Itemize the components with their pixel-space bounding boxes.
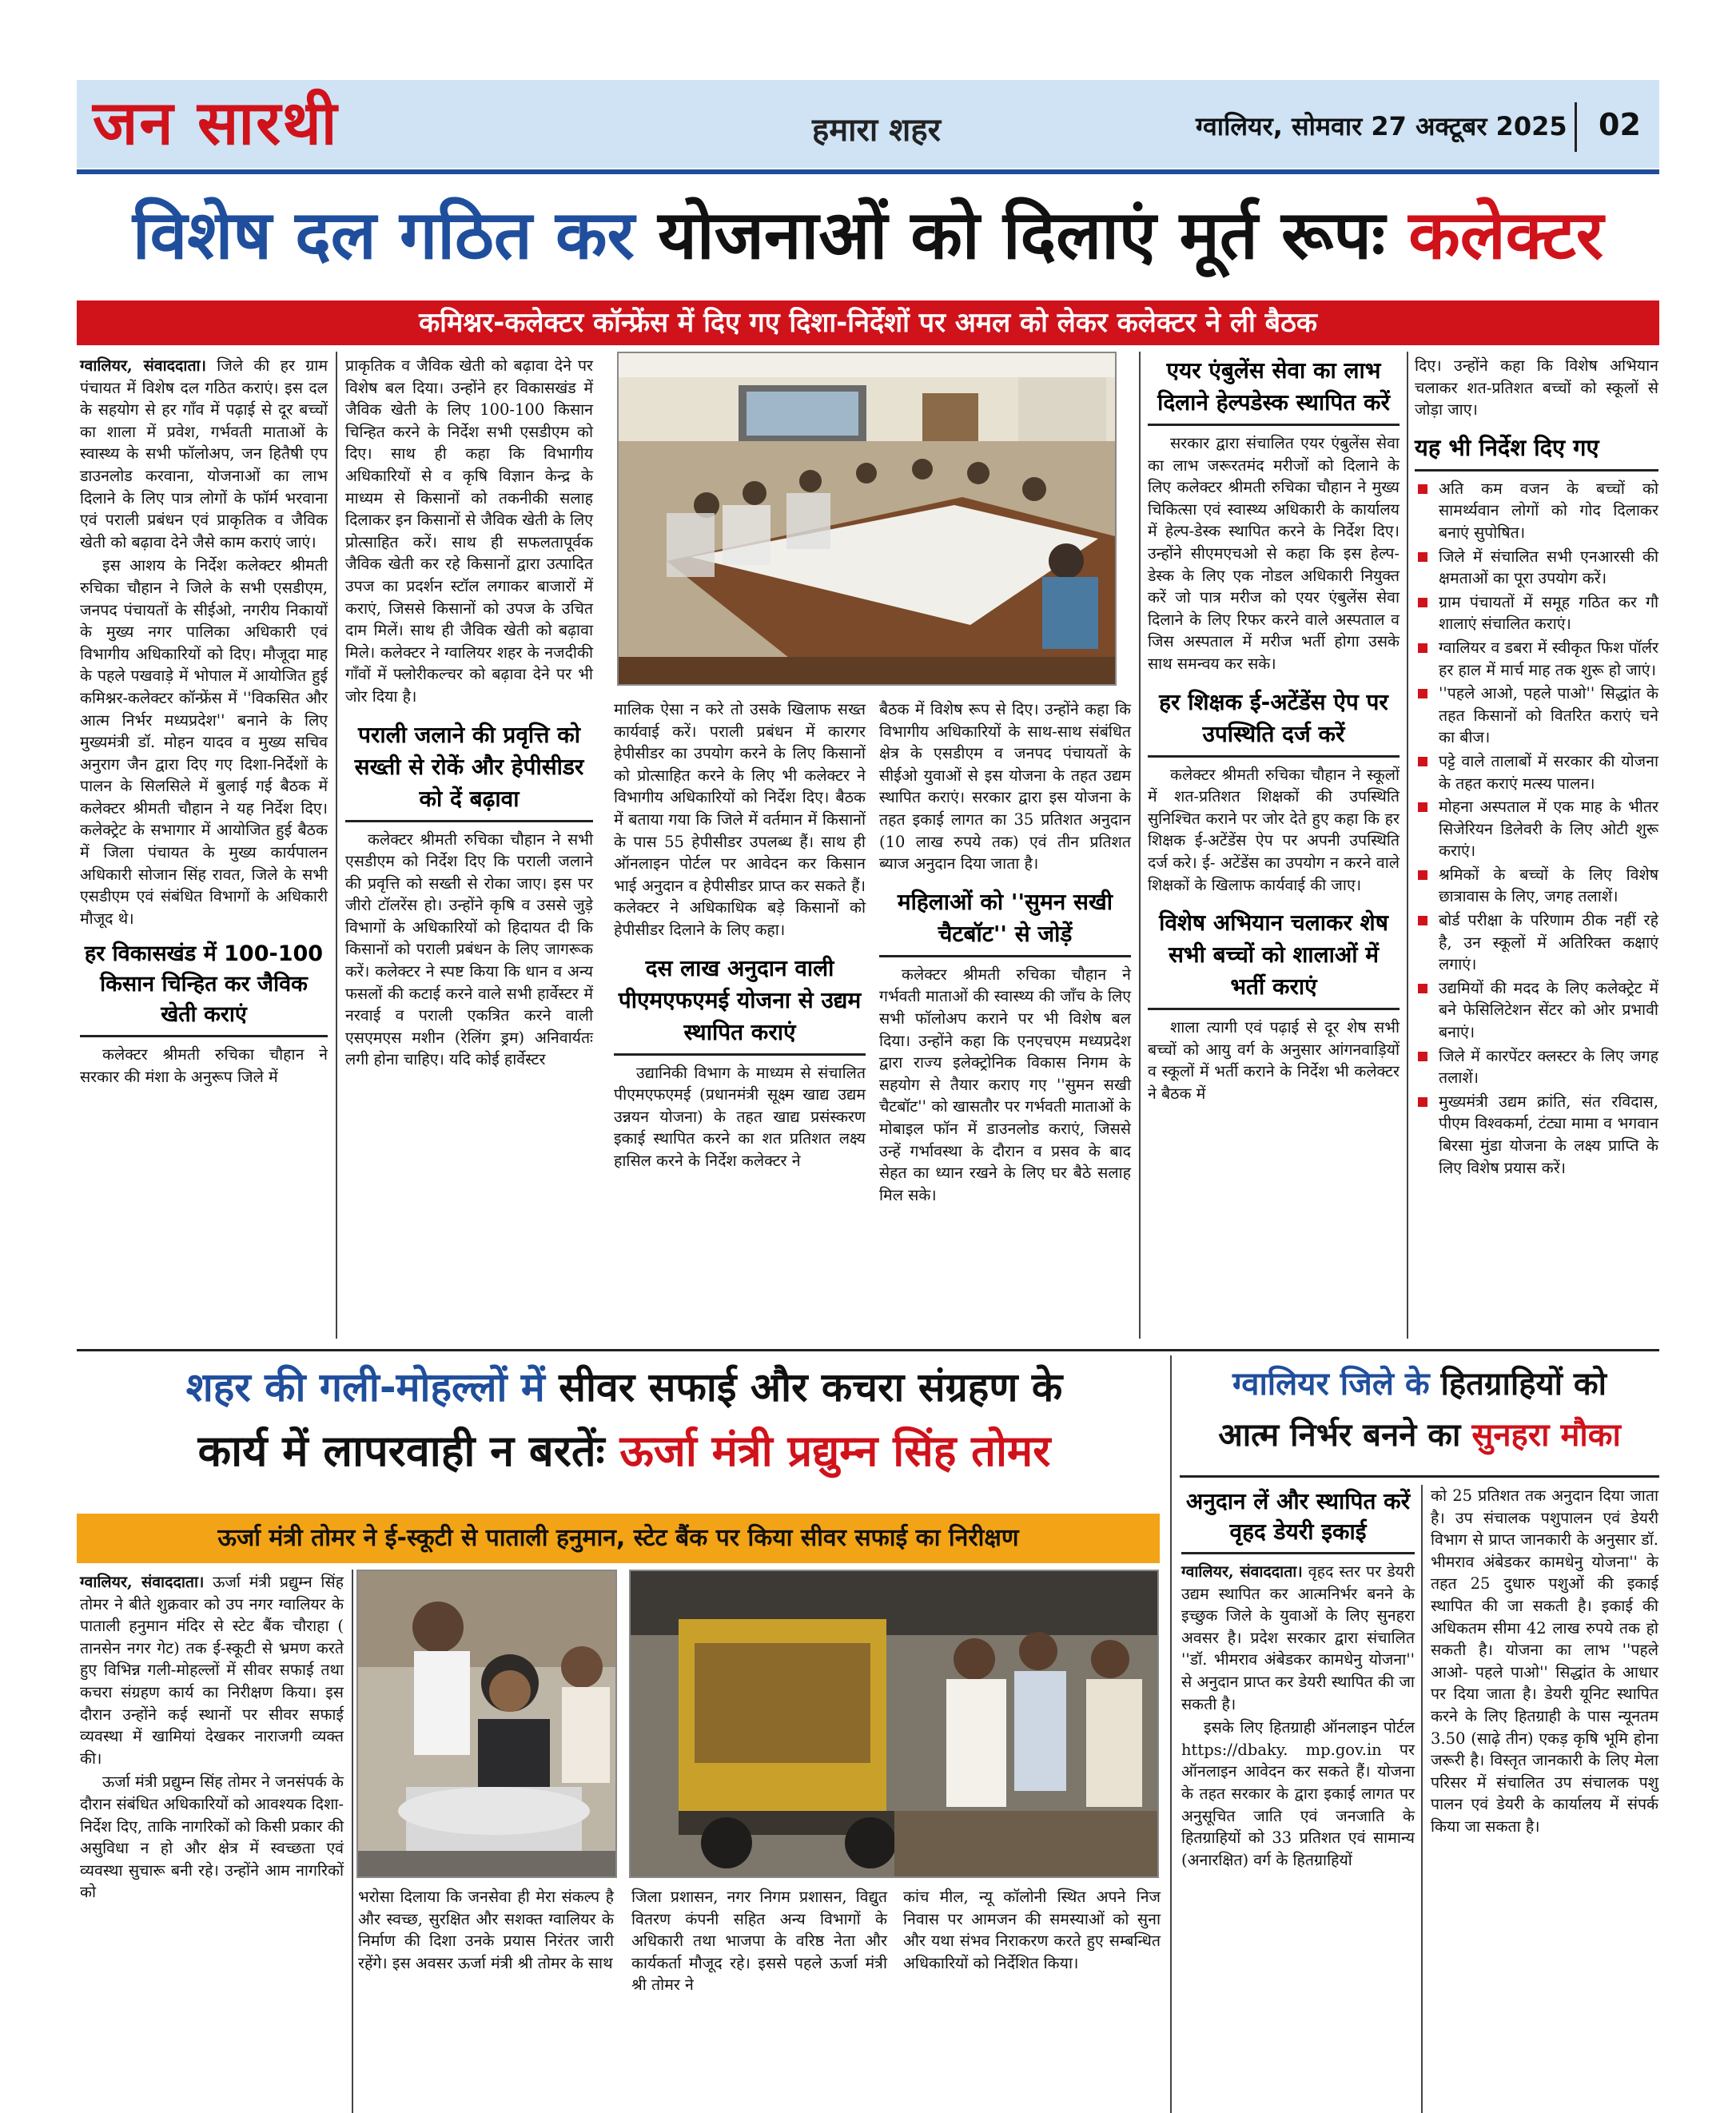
sewer-truck-photo <box>629 1570 1159 1878</box>
column-rule <box>1421 1485 1423 2113</box>
story1-headline-part2: योजनाओं को दिलाएं मूर्त रूपः <box>658 196 1385 274</box>
story1-strap <box>77 300 1659 345</box>
story1-headline-part3: कलेक्टर <box>1408 196 1604 274</box>
story3-headline <box>1180 1359 1659 1470</box>
story1-c1-p1: जिले की हर ग्राम पंचायत में विशेष दल गठित कराएं। इस दल के सहयोग से हर गाँव में पढ़ाई से दूर बच्चों का शाला में प्रवेश, गर्भवती माताओं के स्वास्थ्य के सभी फॉलोअप, जन हितैषी एप डाउनलोड करवाना, योजनाओं का लाभ दिलाने के लिए पात्र लोगों के फॉर्म भरवाना एवं पराली प्रबंधन एवं प्राकृतिक व जैविक खेती को बढ़ावा देने जैसे काम कराएं जाएं। <box>80 356 328 551</box>
story1-column-3 <box>614 698 866 1174</box>
story3-column-1 <box>1181 1482 1415 1872</box>
masthead <box>77 80 1659 168</box>
section-name: हमारा शहर <box>812 112 941 149</box>
column-rule <box>336 352 337 1339</box>
story1-column-4 <box>879 698 1131 1208</box>
story2-strap-text: ऊर्जा मंत्री तोमर ने ई-स्कूटी से पाताली हनुमान, स्टेट बैंक पर किया सीवर सफाई का निरीक्षण <box>217 1524 1019 1552</box>
story-separator <box>77 1349 1659 1351</box>
page-number: 02 <box>1599 107 1641 142</box>
directive-item: जिले में संचालित सभी एनआरसी की क्षमताओं का पूरा उपयोग करें। <box>1415 546 1658 590</box>
story1-c1-p2: इस आशय के निर्देश कलेक्टर श्रीमती रुचिका चौहान ने जिले के सभी एसडीएम, जनपद पंचायतों के सीईओ, नगरीय निकायों के मुख्य नगर पालिका अधिकारी एवं विभागीय अधिकारियों को दिए। मौजूदा माह के पहले पखवाड़े में भोपाल में आयोजित हुई कमिश्नर-कलेक्टर कॉन्फ्रेंस में ''विकसित और आत्म निर्भर मध्यप्रदेश'' बनाने के लिए मुख्यमंत्री डॉ. मोहन यादव व मुख्य सचिव अनुराग जैन द्वारा दिए गए दिशा-निर्देशों के पालन के सिलसिले में बुलाई गई बैठक में कलेक्टर श्रीमती चौहान ने यह निर्देश दिए। कलेक्ट्रेट के सभागार में आयोजित हुई बैठक में जिला पंचायत के मुख्य कार्यपालन अधिकारी सोजान सिंह रावत, जिले के सभी एसडीएम एवं संबंधित विभागों के अधिकारी मौजूद थे। <box>80 556 328 928</box>
story1-column-5 <box>1148 350 1400 1106</box>
story1-headline-part1: विशेष दल गठित कर <box>132 196 635 274</box>
story3-headline-rule <box>1180 1475 1659 1478</box>
directive-item: उद्यमियों की मदद के लिए कलेक्ट्रेट में बने फेसिलिटेशन सेंटर को ओर प्रभावी बनाएं। <box>1415 977 1658 1044</box>
story3-c1-p1: वृहद स्तर पर डेयरी उद्यम स्थापित कर आत्मनिर्भर बनने के इच्छुक जिले के युवाओं के लिए सुनहरा अवसर है। प्रदेश सरकार द्वारा संचालित ''डॉ. भीमराव अंबेडकर कामधेनु योजना'' से अनुदान प्राप्त कर डेयरी स्थापित की जा सकती है। <box>1181 1562 1415 1713</box>
story1-headline <box>77 185 1659 289</box>
column-rule <box>1407 352 1408 1339</box>
directive-item: अति कम वजन के बच्चों को सामर्थ्यवान लोगों को गोद दिलाकर बनाएं सुपोषित। <box>1415 478 1658 544</box>
story1-c2-subhead: पराली जलाने की प्रवृत्ति को सख्ती से रोकें और हेपीसीडर को दें बढ़ावा <box>345 714 593 822</box>
story3-column-2 <box>1431 1485 1658 1840</box>
masthead-divider <box>1575 102 1577 152</box>
story2-column-4 <box>903 1886 1161 1976</box>
scooty-photo-illustration <box>358 1571 617 1878</box>
story2-column-2 <box>358 1886 614 1976</box>
story1-c6-subhead: यह भी निर्देश दिए गए <box>1415 426 1658 472</box>
story1-c2-p1: प्राकृतिक व जैविक खेती को बढ़ावा देने पर विशेष बल दिया। उन्होंने हर विकासखंड में जैविक खेती के लिए 100-100 किसान चिन्हित करने के निर्देश सभी एसडीएम को दिए। साथ ही कहा कि विभागीय अधिकारियों से व कृषि विज्ञान केन्द्र के माध्यम से किसानों को तकनीकी सलाह दिलाकर इन किसानों से जैविक खेती के लिए प्रोत्साहित करें। साथ ही सफलतापूर्वक जैविक खेती कर रहे किसानों द्वारा उत्पादित उपज का प्रदर्शन स्टॉल लगाकर बाजारों में कराएं, जिससे किसानों को उपज के उचित दाम मिलें। साथ ही जैविक खेती को बढ़ावा मिले। कलेक्टर ने ग्वालियर शहर के नजदीकी गाँवों में फ्लोरीकल्चर को बढ़ावा देने पर भी जोर दिया है। <box>345 356 593 706</box>
story2-headline-l1-part1: शहर की गली-मोहल्लों में <box>185 1364 545 1411</box>
story1-column-6 <box>1415 355 1658 1180</box>
column-rule <box>1170 1355 1172 2113</box>
story1-c3-p2: उद्यानिकी विभाग के माध्यम से संचालित पीएमएफएमई (प्रधानमंत्री सूक्ष्म खाद्य उद्यम उन्नयन योजना) के तहत खाद्य प्रसंस्करण इकाई स्थापित करने का शत प्रतिशत लक्ष्य हासिल करने के निर्देश कलेक्टर ने <box>614 1063 866 1170</box>
dateline-label: ग्वालियर, संवाददाता। <box>1181 1562 1303 1581</box>
story1-c5-p3: शाला त्यागी एवं पढ़ाई से दूर शेष सभी बच्चों को आयु वर्ग के अनुसार आंगनवाड़ियों व स्कूलों में भर्ती कराने के निर्देश भी कलेक्टर ने बैठक में <box>1148 1018 1400 1103</box>
story3-c2-p1: को 25 प्रतिशत तक अनुदान दिया जाता है। उप संचालक पशुपालन एवं डेयरी विभाग से प्राप्त जानकारी के अनुसार डॉ. भीमराव अंबेडकर कामधेनु योजना'' के तहत 25 दुधारु पशुओं की इकाई स्थापित की जा सकती है। इकाई की अधिकतम सीमा 42 लाख रुपये तक हो सकती है। योजना का लाभ ''पहले आओ- पहले पाओ'' सिद्धांत के आधार पर दिया जाता है। डेयरी यूनिट स्थापित करने के लिए हितग्राही के पास न्यूनतम 3.50 (साढ़े तीन) एकड़ कृषि भूमि होना जरूरी है। विस्तृत जानकारी के लिए मेला परिसर में संचालित उप संचालक पशु पालन एवं डेयरी के कार्यालय में संपर्क किया जा सकता है। <box>1431 1486 1658 1836</box>
sewer-truck-illustration <box>631 1571 1159 1878</box>
story1-c4-p2: कलेक्टर श्रीमती रुचिका चौहान ने गर्भवती माताओं की स्वास्थ्य की जाँच के लिए सभी फॉलोअप कराने पर भी विशेष बल दिया। उन्होंने कहा कि एनएचएम मध्यप्रदेश द्वारा राज्य इलेक्ट्रोनिक विकास निगम के सहयोग से तैयार कराए गए ''सुमन सखी चैटबॉट'' को खासतौर पर गर्भवती माताओं के मोबाइल फॉन में डाउनलोड कराएं, जिससे उन्हें गर्भावस्था के दौरान व प्रसव के बाद सेहत का ध्यान रखने के लिए घर बैठे सलाह मिल सके। <box>879 965 1131 1204</box>
masthead-logo: जन सारथी <box>93 87 339 158</box>
directive-item: जिले में कारपेंटर क्लस्टर के लिए जगह तलाशें। <box>1415 1045 1658 1089</box>
story2-strap <box>77 1514 1160 1563</box>
scooty-photo <box>356 1570 617 1878</box>
story2-c3-p1: जिला प्रशासन, नगर निगम प्रशासन, विद्युत वितरण कंपनी सहित अन्य विभागों के अधिकारी तथा भाजपा के वरिष्ठ नेता और कार्यकर्ता मौजूद रहे। इससे पहले ऊर्जा मंत्री श्री तोमर ने <box>631 1888 887 1995</box>
story1-c1-subhead: हर विकासखंड में 100-100 किसान चिन्हित कर जैविक खेती कराएं <box>80 934 328 1037</box>
story1-c5-subhead-1: एयर एंबुलेंस सेवा का लाभ दिलाने हेल्पडेस्क स्थापित करें <box>1148 350 1400 426</box>
story1-c4-p1: बैठक में विशेष रूप से दिए। उन्होंने कहा कि विभागीय अधिकारियों के साथ-साथ संबंधित क्षेत्र के एसडीएम व जनपद पंचायतों के सीईओ युवाओं से इस योजना के तहत उद्यम स्थापित कराएं। सरकार द्वारा इस योजना के तहत इकाई लागत का 35 प्रतिशत अनुदान (10 लाख रुपये तक) एवं तीन प्रतिशत ब्याज अनुदान दिया जाता है। <box>879 700 1131 873</box>
story2-c2-p1: भरोसा दिलाया कि जनसेवा ही मेरा संकल्प है और स्वच्छ, सुरक्षित और सशक्त ग्वालियर के निर्माण की दिशा उनके प्रयास निरंतर जारी रहेंगे। इस अवसर ऊर्जा मंत्री श्री तोमर के साथ <box>358 1888 614 1972</box>
story2-headline-l1-part2: सीवर सफाई और कचरा संग्रहण के <box>559 1364 1063 1411</box>
directive-item: पट्टे वाले तालाबों में सरकार की योजना के तहत कराएं मत्स्य पालन। <box>1415 750 1658 794</box>
story3-headline-l1-part1: ग्वालियर जिले के <box>1232 1366 1430 1403</box>
story2-c1-p1: ऊर्जा मंत्री प्रद्युम्न सिंह तोमर ने बीते शुक्रवार को उप नगर ग्वालियर के पाताली हनुमान मंदिर से स्टेट बैंक चौराहा ( तानसेन नगर गेट) तक ई-स्कूटी से भ्रमण करते हुए विभिन्न गली-मोहल्लों में सीवर सफाई तथा कचरा संग्रहण कार्य का निरीक्षण किया। इस दौरान उन्होंने कई स्थानों पर सीवर सफाई व्यवस्था में खामियां देखकर नाराजगी व्यक्त की। <box>80 1573 344 1768</box>
story1-c5-subhead-3: विशेष अभियान चलाकर शेष सभी बच्चों को शालाओं में भर्ती कराएं <box>1148 902 1400 1010</box>
directive-item: मुख्यमंत्री उद्यम क्रांति, संत रविदास, पीएम विश्वकर्मा, टंट्या मामा व भगवान बिरसा मुंडा योजना के लक्ष्य प्राप्ति के लिए विशेष प्रयास करें। <box>1415 1091 1658 1179</box>
dateline: ग्वालियर, सोमवार 27 अक्टूबर 2025 <box>1196 111 1567 141</box>
column-rule <box>352 1570 353 2113</box>
story3-headline-l2-part1: आत्म निर्भर बनने का <box>1218 1417 1461 1454</box>
story1-c4-subhead: महिलाओं को ''सुमन सखी चैटबॉट'' से जोड़ें <box>879 881 1131 957</box>
story2-headline-l2-part2: ऊर्जा मंत्री प्रद्युम्न सिंह तोमर <box>619 1426 1051 1476</box>
directive-item: ग्वालियर व डबरा में स्वीकृत फिश पॉर्लर हर हाल में मार्च माह तक शुरू हो जाएं। <box>1415 637 1658 681</box>
story2-c4-p1: कांच मील, न्यू कॉलोनी स्थित अपने निज निवास पर आमजन की समस्याओं को सुना और यथा संभव निराकरण करते हुए सम्बन्धित अधिकारियों को निर्देशित किया। <box>903 1888 1161 1972</box>
masthead-rule <box>77 169 1659 174</box>
meeting-photo-illustration <box>619 353 1117 686</box>
story3-c1-p2: इसके लिए हितग्राही ऑनलाइन पोर्टल https://dbaky. mp.gov.in पर ऑनलाइन आवेदन कर सकते हैं। योजना के तहत सरकार के द्वारा इकाई लागत पर अनुसूचित जाति एवं जनजाति के हितग्राहियों को 33 प्रतिशत एवं सामान्य (अनारक्षित) वर्ग के हितग्राहियों <box>1181 1718 1415 1869</box>
story1-c5-p1: सरकार द्वारा संचालित एयर एंबुलेंस सेवा का लाभ जरूरतमंद मरीजों को दिलाने के लिए कलेक्टर श्रीमती रुचिका चौहान ने मुख्य चिकित्सा एवं स्वास्थ्य अधिकारी के कार्यालय में हेल्प-डेस्क स्थापित करने के निर्देश दिए। उन्होंने सीएमएचओ से कहा कि इस हेल्प-डेस्क के लिए एक नोडल अधिकारी नियुक्त करें जो पात्र मरीज को एयर एंबुलेंस सेवा दिलाने के लिए रिफर करने वाले अस्पताल व जिस अस्पताल में मरीज भर्ती होगा उसके साथ समन्वय कर सके। <box>1148 434 1400 673</box>
meeting-photo <box>617 352 1117 686</box>
column-rule <box>1139 352 1141 1339</box>
directive-item: मोहना अस्पताल में एक माह के भीतर सिजेरियन डिलेवरी के लिए ओटी शुरू कराएं। <box>1415 796 1658 862</box>
story1-column-2 <box>345 355 593 1072</box>
story1-c3-subhead: दस लाख अनुदान वाली पीएमएफएमई योजना से उद्यम स्थापित कराएं <box>614 948 866 1056</box>
story2-headline-l2-part1: कार्य में लापरवाही न बरतेंः <box>197 1426 605 1476</box>
story2-column-3 <box>631 1886 887 1998</box>
dateline-label: ग्वालियर, संवाददाता। <box>80 1573 205 1591</box>
story2-headline <box>77 1355 1172 1507</box>
directive-item: श्रमिकों के बच्चों के लिए विशेष छात्रावास के लिए, जगह तलाशें। <box>1415 864 1658 908</box>
story1-c1-p3: कलेक्टर श्रीमती रुचिका चौहान ने सरकार की मंशा के अनुरूप जिले में <box>80 1045 328 1087</box>
story1-c5-subhead-2: हर शिक्षक ई-अटेंडेंस ऐप पर उपस्थिति दर्ज करें <box>1148 682 1400 758</box>
story2-column-1 <box>80 1571 344 1905</box>
directive-item: ग्राम पंचायतों में समूह गठित कर गौ शालाएं संचालित कराएं। <box>1415 591 1658 635</box>
directive-item: बोर्ड परीक्षा के परिणाम ठीक नहीं रहे है, उन स्कूलों में अतिरिक्त कक्षाएं लगाएं। <box>1415 909 1658 976</box>
story1-c2-p2: कलेक्टर श्रीमती रुचिका चौहान ने सभी एसडीएम को निर्देश दिए कि पराली जलाने की प्रवृत्ति को सख्ती से रोका जाए। इस पर जीरो टॉलरेंस हो। उन्होंने कृषि व उससे जुड़े विभागों के अधिकारियों को हिदायत दी कि किसानों को पराली प्रबंधन के लिए जागरूक करें। कलेक्टर ने स्पष्ट किया कि धान व अन्य फसलों की कटाई करने वाले सभी हार्वेस्टर में नरवाई व पराली एकत्रित करने वाली एसएमएस मशीन (रेलिंग ड्रम) अनिवार्यतः लगी होना चाहिए। यदि कोई हार्वेस्टर <box>345 830 593 1069</box>
story2-c1-p2: ऊर्जा मंत्री प्रद्युम्न सिंह तोमर ने जनसंपर्क के दौरान संबंधित अधिकारियों को आवश्यक दिशा-निर्देश दिए, ताकि नागरिकों को किसी प्रकार की असुविधा न हो और क्षेत्र में स्वच्छता एवं व्यवस्था सुचारू बनी रहे। उन्होंने आम नागरिकों को <box>80 1773 344 1902</box>
story1-c3-p1: मालिक ऐसा न करे तो उसके खिलाफ सख्त कार्यवाई करें। पराली प्रबंधन में कारगर हेपीसीडर का उपयोग करने के लिए किसानों को प्रोत्साहित करने के लिए भी कलेक्टर ने विभागीय अधिकारियों को निर्देश दिए। बैठक में बताया गया कि जिले में वर्तमान में किसानों के पास 55 हेपीसीडर उपलब्ध हैं। साथ ही ऑनलाइन पोर्टल पर आवेदन कर किसान भाई अनुदान व हेपीसीडर प्राप्त कर सकते हैं। कलेक्टर ने अधिकाधिक बड़े किसानों को हेपीसीडर दिलाने के लिए कहा। <box>614 700 866 939</box>
story1-strap-text: कमिश्नर-कलेक्टर कॉन्फ्रेंस में दिए गए दिशा-निर्देशों पर अमल को लेकर कलेक्टर ने ली बैठक <box>419 307 1317 339</box>
story3-headline-l2-part2: सुनहरा मौका <box>1471 1417 1621 1454</box>
story1-column-1 <box>80 355 328 1090</box>
dateline-label: ग्वालियर, संवाददाता। <box>80 356 206 375</box>
story3-subhead: अनुदान लें और स्थापित करें वृहद डेयरी इकाई <box>1181 1482 1415 1554</box>
story1-c5-p2: कलेक्टर श्रीमती रुचिका चौहान ने स्कूलों में शत-प्रतिशत शिक्षकों की उपस्थिति सुनिश्चित कराने पर जोर देते हुए कहा कि हर शिक्षक ई-अटेंडेंस ऐप पर अपनी उपस्थिति दर्ज करे। ई- अटेंडेंस का उपयोग न करने वाले शिक्षकों के खिलाफ कार्यवाई की जाए। <box>1148 765 1400 894</box>
story1-c6-p1: दिए। उन्होंने कहा कि विशेष अभियान चलाकर शत-प्रतिशत बच्चों को स्कूलों से जोड़ा जाए। <box>1415 356 1658 420</box>
story3-headline-l1-part2: हितग्राहियों को <box>1440 1366 1607 1403</box>
directive-item: ''पहले आओ, पहले पाओ'' सिद्धांत के तहत किसानों को वितरित कराएं चने का बीज। <box>1415 682 1658 749</box>
